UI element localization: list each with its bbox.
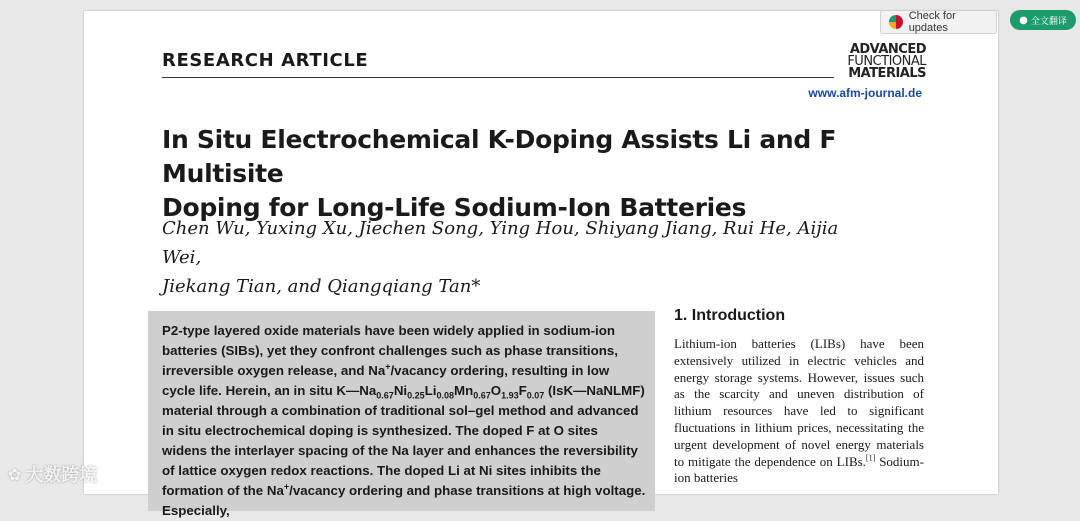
header-rule xyxy=(162,77,834,78)
journal-logo xyxy=(836,44,926,80)
author-list-line2: Jiekang Tian, and Qiangqiang Tan* xyxy=(162,276,481,297)
translate-label: 全文翻译 xyxy=(1030,16,1067,27)
journal-url-link[interactable]: www.afm-journal.de xyxy=(808,86,922,100)
watermark xyxy=(8,461,97,487)
abstract-box xyxy=(148,311,655,518)
abstract-text: P2-type layered oxide materials have been widely applied in sodium-ion batteries (SIBs), yet they confront challenges such as phase transitions, irreversible oxygen release, and Na+/vacancy ordering, resulting in low cycle life. Herein, an in situ $K—Na_{0.67}Ni_{0.25}Li_{0.08}Mn_{0.67}O_{1.93}F_{0.07}$ (IsK—NaNLMF) material through a combination of traditional sol–gel method and advanced in situ electrochemical doping is synthesized. The doped F at O sites widens the interlayer spacing of the Na layer and enhances the reversibility of lattice oxygen redox reactions. The doped Li at Ni sites inhibits the formation of the Na+/vacancy ordering and phase transitions at high voltage. Especially, xyxy=(162,323,646,518)
section-label: RESEARCH ARTICLE xyxy=(162,50,369,71)
introduction-text: Lithium-ion batteries (LIBs) have been extensively utilized in electric vehicles and energy storage systems. However, issues such as the scarcity and uneven distribution of lithium resources have led to significant fluctuations in lithium prices, necessitating the urgent development of novel energy materials to mitigate the dependence on LIBs.[1] Sodium-ion batteries xyxy=(674,336,924,486)
journal-logo-line3: MATERIALS xyxy=(848,66,926,81)
translate-icon: ● xyxy=(1019,14,1028,26)
article-title-line2: Doping for Long-Life Sodium-Ion Batteries xyxy=(162,193,747,222)
author-list xyxy=(162,214,882,301)
introduction-heading: 1. Introduction xyxy=(674,307,786,324)
pdf-page xyxy=(84,11,998,518)
citation-link[interactable]: [1] xyxy=(865,453,876,463)
watermark-logo-icon: ✿ xyxy=(8,464,22,484)
full-text-translate-button[interactable] xyxy=(1010,10,1076,30)
author-list-line1: Chen Wu, Yuxing Xu, Jiechen Song, Ying Hou, Shiyang Jiang, Rui He, Aijia Wei, xyxy=(162,218,839,268)
article-title xyxy=(162,123,942,225)
article-title-line1: In Situ Electrochemical K-Doping Assists Li and F Multisite xyxy=(162,125,837,188)
crossmark-icon xyxy=(889,15,903,29)
journal-logo-line2: FUNCTIONAL xyxy=(847,54,926,69)
check-for-updates-label: Check for updates xyxy=(908,10,956,34)
watermark-text: 大数跨境 xyxy=(25,465,98,486)
journal-logo-line1: ADVANCED xyxy=(849,42,926,57)
check-for-updates-button[interactable] xyxy=(880,10,997,34)
